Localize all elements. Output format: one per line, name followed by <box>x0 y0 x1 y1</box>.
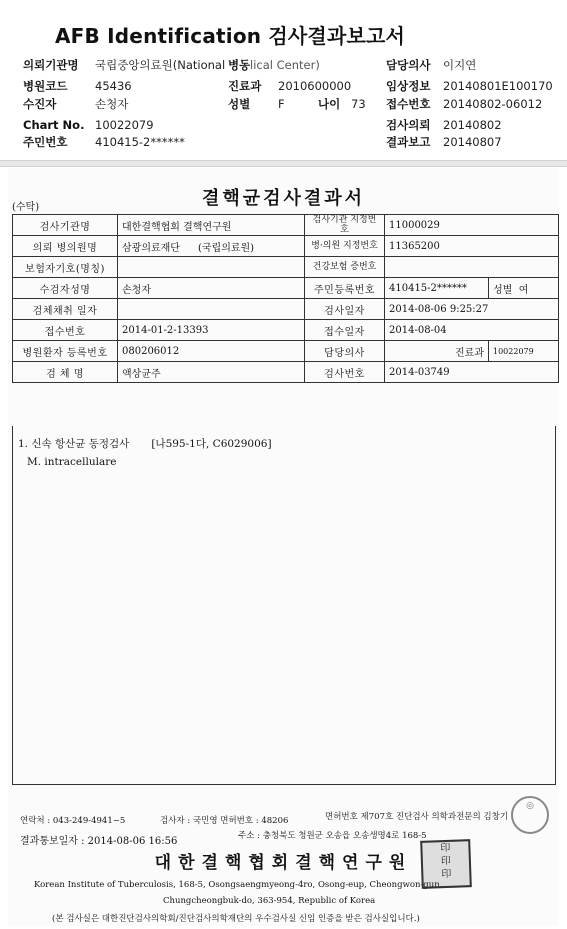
requesting-clinic-tag: (국립의료원) <box>197 242 255 254</box>
footer-address-kr: 주소 : 충청북도 청원군 오송읍 오송생명4로 168-5 <box>238 831 427 841</box>
dept-value: 10022079 <box>489 341 559 362</box>
lab-name-label: 검사기관명 <box>13 215 118 236</box>
footer-result-date: 결과통보일자 : 2014-08-06 16:56 <box>20 836 178 847</box>
test-date-value: 2014-08-06 9:25:27 <box>385 299 559 320</box>
rrn-value: 410415-2****** <box>95 135 185 149</box>
sex-label: 성별 <box>228 97 251 111</box>
report-title: AFB Identification 검사결과보고서 <box>55 24 406 48</box>
recipient-value: 손청자 <box>95 97 129 111</box>
clinic-no-value: 11365200 <box>385 236 559 257</box>
form-tag: (수탁) <box>12 202 40 213</box>
health-card-value <box>385 257 559 278</box>
table-row <box>13 320 559 341</box>
sex-cell <box>489 278 559 299</box>
table-row <box>13 215 559 236</box>
results-box <box>12 426 556 785</box>
footer-inspector: 검사자 : 국민영 면허번호 : 48206 <box>160 816 289 826</box>
table-row <box>13 236 559 257</box>
hospital-patient-no-label: 병원환자 등록번호 <box>13 341 118 362</box>
clinical-info-value: 20140801E100170 <box>443 79 553 93</box>
clinical-info-label: 임상정보 <box>386 79 431 93</box>
doctor-label: 담당의사 <box>386 58 431 72</box>
collect-date-value <box>118 299 305 320</box>
request-label: 검사의뢰 <box>386 118 431 132</box>
form-title: 결핵균검사결과서 <box>201 188 366 209</box>
sex-label: 성별 <box>493 284 513 296</box>
rrn-label: 주민번호 <box>23 135 68 149</box>
rrn-label: 주민등록번호 <box>305 278 385 299</box>
institution-overlap: lical Center) <box>250 58 320 72</box>
footer <box>8 801 559 926</box>
rrn-value: 410415-2****** <box>385 278 489 299</box>
dept-label: 진료과 <box>228 79 262 93</box>
doctor-value: 이지연 <box>443 58 477 72</box>
requesting-clinic-label: 의뢰 병의원명 <box>13 236 118 257</box>
receipt-date-value: 2014-08-04 <box>385 320 559 341</box>
receipt-date-label: 접수일자 <box>305 320 385 341</box>
footer-note: (본 검사실은 대한진단검사의학회/진단검사의학재단의 우수검사실 신임 인증을 받은 검사실입니다.) <box>52 914 420 924</box>
clinic-no-label: 병·의원 지정번호 <box>305 236 385 257</box>
test-no-value: 2014-03749 <box>385 362 559 383</box>
lab-name-value: 대한결핵협회 결핵연구원 <box>118 215 305 236</box>
institute-name: 대한결핵협회결핵연구원 <box>154 853 413 873</box>
lab-seal-icon: ◎ <box>511 796 549 834</box>
footer-license: 면허번호 제707호 진단검사 의학과전문의 김창기 <box>325 812 509 822</box>
test-no-label: 검사번호 <box>305 362 385 383</box>
official-stamp-icon: 印 印 印 <box>420 839 472 889</box>
age-label: 나이 <box>318 97 341 111</box>
patient-name-label: 수검자성명 <box>13 278 118 299</box>
doctor-cell <box>385 341 489 362</box>
requesting-clinic-value: 삼광의료재단 <box>122 242 180 254</box>
ward-label: 병동 <box>228 58 251 72</box>
result-test-code: [나595-1다, C6029006] <box>151 438 272 450</box>
receipt-no-label: 접수번호 <box>13 320 118 341</box>
lab-no-value: 11000029 <box>385 215 559 236</box>
institution-value: 국립중앙의료원(National <box>95 58 226 72</box>
hospital-patient-no-value: 080206012 <box>118 341 305 362</box>
patient-name-value: 손청자 <box>118 278 305 299</box>
result-form-table <box>12 214 559 383</box>
health-card-label: 건강보험 증번호 <box>305 257 385 278</box>
footer-address-en-2: Chungcheongbuk-do, 363-954, Republic of Korea <box>163 896 376 906</box>
section-divider <box>0 160 567 167</box>
request-date-value: 20140802 <box>443 118 502 132</box>
dept-value: 2010600000 <box>278 79 352 93</box>
chart-no-value: 10022079 <box>95 118 154 132</box>
table-row <box>13 341 559 362</box>
collect-date-label: 검체채취 일자 <box>13 299 118 320</box>
chart-no-label: Chart No. <box>23 118 85 132</box>
doctor-label: 담당의사 <box>305 341 385 362</box>
insurance-label: 보험자기호(명칭) <box>13 257 118 278</box>
dept-label: 진료과 <box>455 347 484 359</box>
recipient-label: 수진자 <box>23 97 57 111</box>
result-test-name: 1. 신속 항산균 동정검사 <box>18 438 130 450</box>
hospital-code-value: 45436 <box>95 79 132 93</box>
lab-no-label: 검사기관 지정번호 <box>305 215 385 236</box>
receipt-no-value: 20140802-06012 <box>443 97 543 111</box>
age-value: 73 <box>351 97 366 111</box>
result-test-line <box>18 436 272 451</box>
sex-value: F <box>278 97 285 111</box>
report-date-value: 20140807 <box>443 135 502 149</box>
table-row <box>13 362 559 383</box>
test-date-label: 검사일자 <box>305 299 385 320</box>
insurance-value <box>118 257 305 278</box>
footer-address-en-1: Korean Institute of Tuberculosis, 168-5, Osongsaengmyeong-4ro, Osong-eup, Cheongwon-gun, <box>34 880 443 890</box>
footer-phone: 연락처 : 043-249-4941~5 <box>20 816 126 826</box>
institution-label: 의뢰기관명 <box>23 58 79 72</box>
sex-value: 여 <box>518 284 529 296</box>
receipt-no-label: 접수번호 <box>386 97 431 111</box>
report-label: 결과보고 <box>386 135 431 149</box>
table-row <box>13 278 559 299</box>
result-organism: M. intracellulare <box>27 456 117 468</box>
specimen-label: 검 체 명 <box>13 362 118 383</box>
table-row <box>13 299 559 320</box>
receipt-no-value: 2014-01-2-13393 <box>118 320 305 341</box>
specimen-value: 액상균주 <box>118 362 305 383</box>
table-row <box>13 257 559 278</box>
requesting-clinic-cell <box>118 236 305 257</box>
patient-header <box>0 0 567 160</box>
hospital-code-label: 병원코드 <box>23 79 68 93</box>
